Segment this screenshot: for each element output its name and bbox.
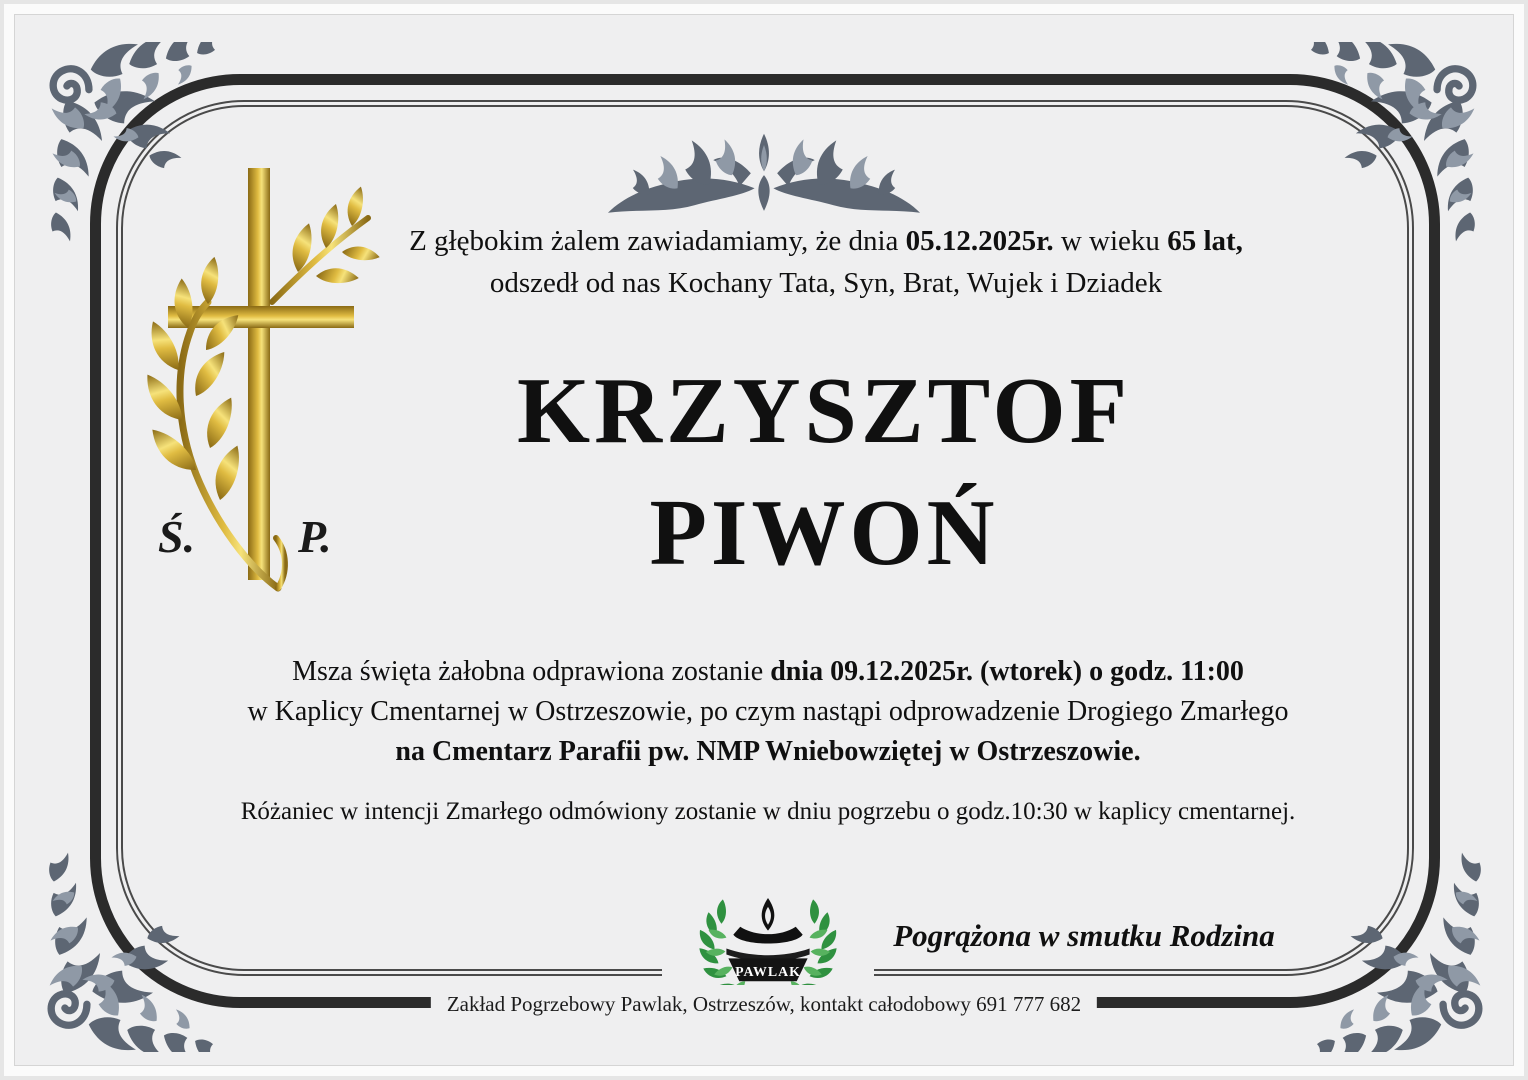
- rosary-paragraph: Różaniec w intencji Zmarłego odmówiony zostanie w dniu pogrzebu o godz.10:30 w kaplicy cmentarnej.: [240, 798, 1296, 825]
- mass-text-line2: w Kaplicy Cmentarnej w Ostrzeszowie, po czym nastąpi odprowadzenie Drogiego Zmarłego: [247, 696, 1289, 727]
- deceased-name: [304, 350, 1344, 594]
- cross-vertical-beam: [248, 168, 270, 580]
- logo-text: PAWLAK: [735, 964, 801, 980]
- corner-flourish-icon: [1300, 832, 1500, 1052]
- damask-crown-ornament-icon: [592, 130, 936, 224]
- sp-abbreviation-left: Ś.: [158, 511, 196, 562]
- last-name: PIWOŃ: [649, 481, 999, 585]
- funeral-home-footer: Zakład Pogrzebowy Pawlak, Ostrzeszów, kontakt całodobowy 691 777 682: [431, 985, 1097, 1023]
- mass-details-paragraph: [134, 652, 1402, 772]
- intro-text: w wieku: [1053, 225, 1168, 257]
- age: 65 lat,: [1167, 225, 1243, 257]
- corner-flourish-icon: [30, 832, 230, 1052]
- mass-text: Msza święta żałobna odprawiona zostanie: [292, 656, 771, 687]
- cemetery-name: na Cmentarz Parafii pw. NMP Wniebowziętej w Ostrzeszowie.: [395, 736, 1141, 767]
- intro-text-line2: odszedł od nas Kochany Tata, Syn, Brat, Wujek i Dziadek: [489, 267, 1163, 299]
- death-date: 05.12.2025r.: [905, 225, 1054, 257]
- mass-date-time: dnia 09.12.2025r. (wtorek) o godz. 11:00: [770, 656, 1244, 687]
- intro-text: Z głębokim żalem zawiadamiamy, że dnia: [409, 225, 906, 257]
- torch-icon: [733, 898, 802, 944]
- sp-abbreviation-right: P.: [298, 511, 332, 562]
- intro-paragraph: [326, 220, 1326, 304]
- family-signature: Pogrążona w smutku Rodzina: [893, 918, 1275, 953]
- first-name: KRZYSZTOF: [516, 359, 1132, 463]
